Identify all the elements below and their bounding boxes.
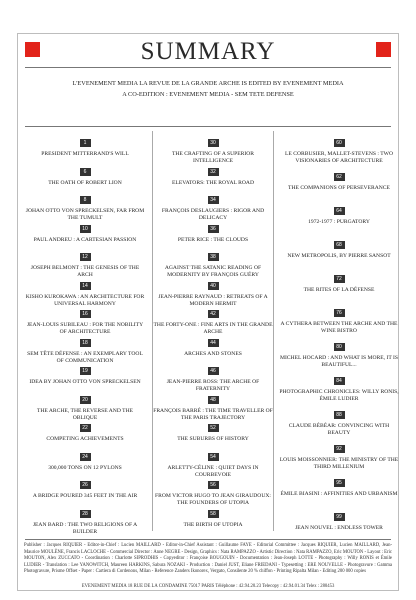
article-title: FRANÇOIS BARRÉ : THE TIME TRAVELLER OF THE PARIS TRAJECTORY [153, 407, 273, 421]
article-title: JOHAN OTTO VON SPRECKELSEN, FAR FROM THE TUMULT [25, 208, 145, 221]
page-number-badge: 12 [80, 253, 91, 261]
page-number-badge: 99 [334, 513, 345, 521]
page-number-badge: 22 [80, 424, 91, 432]
article-title: THE COMPANIONS OF PERSEVERANCE [288, 185, 390, 191]
article-title: SEM TÊTE DÉFENSE : AN EXEMPLARY TOOL OF COMMUNICATION [27, 350, 143, 364]
colophon-text: Publisher : Jacques RIQUIER - Editor-in-Chief : Lucien MAILLARD - Editor-in-Chief Assistant : Guillaume FAYE - Editorial Committee : Jacques RIQUIER, Lucien MAILLARD, Jean-Maurice MOULÈNE, Francis LACLOCHE - Commercial Director : Anne NEGRE - Design, Graphics : Nata RAMPAZZO - Artistic Direction : Nata RAMPAZZO, Eric MOUTON - Layout : Eric MOUTON, Alex ZUCCATO - Coordination : Charlotte SIPRODHIS - Copyeditor : Françoise BOUGOUIN - Documentation : Jean-Joseph LOTTE - Photography : Willy RONIS et Émile LUDIER - Translation : Lee YANOWITCH, Maureen HARKINS, Sabura NOZAKI - Production : Daniel JUST, Eliane FRIEDANI - Typesetting : ERE NOUVELLE - Photogravure : Gamma Photogravure, Prisme Offset - Paper : Cartiera di Cordenons, Milan - Reference Zanders Ikonorex, Vergato, Consilente 20 % chiffon - Printing Ripalta Milan - Editing 200 000 copies [24, 543, 392, 575]
article-title: IDEA BY JOHAN OTTO VON SPRECKELSEN [29, 379, 141, 385]
article-title: 1972-1977 : PURGATORY [308, 219, 370, 225]
contents-entry [279, 199, 399, 226]
summary-page [17, 33, 399, 591]
article-title: PHOTOGRAPHIC CHRONICLES: WILLY RONIS, ÉMILE LUDIER [279, 389, 399, 402]
article-title: ARCHES AND STONES [184, 350, 242, 357]
article-title: AGAINST THE SATANIC READING OF MODERNITY BY FRANÇOIS GUÉRY [164, 265, 262, 278]
article-title: THE CRAFTING OF A SUPERIOR INTELLIGENCE [171, 151, 255, 164]
article-title: KISHO KUROKAWA : AN ARCHITECTURE FOR UNIVERSAL HARMONY [25, 293, 145, 307]
contents-entry [25, 131, 145, 158]
contents-entry [25, 502, 145, 536]
page-number-badge: 62 [334, 173, 345, 181]
contents-entry [279, 233, 399, 260]
contents-entry [279, 131, 399, 165]
publisher-address: EVENEMENT MEDIA 18 RUE DE LA CONDAMINE 75017 PARIS Téléphone : 42.94.20.23 Telecopy : 42.94.01.34 Telex : 280453 [81, 584, 335, 589]
credits-line-2: A CO-EDITION : EVENEMENT MEDIA - SEM TETE DEFENSE [122, 91, 294, 98]
page-number-badge: 38 [208, 253, 219, 261]
contents-entry [25, 445, 145, 472]
article-title: ARLETTY-CÉLINE : QUIET DAYS IN COURBEVOIE [167, 464, 259, 478]
page-number-badge: 76 [334, 309, 345, 317]
footer-divider [25, 539, 391, 540]
page-number-badge: 8 [80, 196, 91, 204]
contents-entry [279, 165, 399, 192]
page-number-badge: 1 [80, 139, 91, 147]
contents-entry [279, 505, 399, 532]
page-number-badge: 68 [334, 241, 345, 249]
page-number-badge: 92 [334, 445, 345, 453]
page-number-badge: 48 [208, 396, 219, 404]
credits-divider [25, 126, 391, 127]
page-number-badge: 26 [80, 481, 91, 489]
page-number-badge: 95 [334, 479, 345, 487]
contents-columns [25, 131, 399, 536]
page-number-badge: 30 [208, 139, 219, 147]
article-title: THE FORTY-ONE : FINE ARTS IN THE GRANDE ARCHE [153, 322, 273, 335]
article-title: THE SUBURBS OF HISTORY [177, 436, 249, 442]
article-title: THE BIRTH OF UTOPIA [183, 521, 243, 528]
contents-entry [279, 267, 399, 294]
page-number-badge: 80 [334, 343, 345, 351]
contents-entry [153, 217, 273, 244]
contents-column-1 [25, 131, 145, 535]
page-number-badge: 54 [208, 453, 219, 461]
contents-entry [279, 369, 399, 403]
article-title: JEAN BARD : THE TWO RELIGIONS OF A BUILDER [32, 521, 138, 535]
article-title: A BRIDGE POURED 345 FEET IN THE AIR [32, 493, 138, 499]
article-title: JOSEPH BELMONT : THE GENESIS OF THE ARCH [30, 265, 140, 278]
page-number-badge: 42 [208, 310, 219, 318]
contents-entry [279, 335, 399, 369]
page-number-badge: 40 [208, 282, 219, 290]
article-title: 300,000 TONS ON 12 PYLONS [48, 464, 122, 471]
article-title: JEAN NOUVEL : ENDLESS TOWER [295, 525, 383, 531]
page-title: SUMMARY [140, 38, 276, 65]
article-title: PAUL ANDREU : A CARTESIAN PASSION [33, 236, 137, 243]
article-title: ELEVATORS: THE ROYAL ROAD [172, 179, 254, 186]
page-number-badge: 32 [208, 168, 219, 176]
contents-entry [153, 331, 273, 358]
article-title: NEW METROPOLIS, BY PIERRE SANSOT [287, 253, 391, 259]
contents-entry [279, 437, 399, 471]
page-number-badge: 24 [80, 453, 91, 461]
contents-entry [279, 471, 399, 498]
page-number-badge: 46 [208, 367, 219, 375]
article-title: FROM VICTOR HUGO TO JEAN GIRAUDOUX: THE FOUNDERS OF UTOPIA [155, 493, 271, 506]
article-title: A CYTHERA BETWEEN THE ARCHE AND THE WINE BISTRO [280, 321, 398, 334]
credits-line-1: L'EVENEMENT MEDIA LA REVUE DE LA GRANDE ARCHE IS EDITED BY EVENEMENT MEDIA [72, 80, 344, 87]
page-number-badge: 58 [208, 510, 219, 518]
page-number-badge: 72 [334, 275, 345, 283]
page-number-badge: 60 [334, 139, 345, 147]
page-number-badge: 20 [80, 396, 91, 404]
contents-column-2 [152, 131, 274, 531]
article-title: COMPETING ACHIEVEMENTS [46, 436, 124, 442]
article-title: CLAUDE BÉBÉAR: CONVINCING WITH BEAUTY [288, 423, 390, 436]
article-title: ÉMILE BIASINI : AFFINITIES AND URBANISM [280, 491, 398, 497]
page-number-badge: 52 [208, 424, 219, 432]
page-number-badge: 28 [80, 510, 91, 518]
page-number-badge: 64 [334, 207, 345, 215]
article-title: PETER RICE : THE CLOUDS [177, 236, 249, 243]
contents-entry [279, 403, 399, 437]
article-title: LE CORBUSIER, MALLET-STEVENS : TWO VISIONARIES OF ARCHITECTURE [285, 151, 393, 164]
page-number-badge: 56 [208, 481, 219, 489]
contents-entry [25, 160, 145, 187]
page-number-badge: 34 [208, 196, 219, 204]
article-title: JEAN-PIERRE RAYNAUD : RETREATS OF A MODERN HERMIT [158, 293, 268, 307]
page-number-badge: 44 [208, 339, 219, 347]
article-title: JEAN-LOUIS SUBILEAU : FOR THE NOBILITY OF ARCHITECTURE [26, 322, 144, 335]
page-number-badge: 19 [80, 367, 91, 375]
article-title: THE OATH OF ROBERT LION [48, 179, 122, 186]
page-number-badge: 18 [80, 339, 91, 347]
article-title: FRANÇOIS DESLAUGIERS : RIGOR AND DELICACY [161, 208, 265, 221]
contents-entry [25, 416, 145, 443]
contents-entry [153, 502, 273, 529]
article-title: THE RITES OF LA DÉFENSE [303, 287, 375, 293]
contents-entry [25, 473, 145, 500]
contents-entry [279, 301, 399, 335]
article-title: MICHEL HOCARD : AND WHAT IS MORE, IT IS BEAUTIFUL... [279, 355, 399, 368]
article-title: LOUIS MOISSONNIER: THE MINISTRY OF THE THIRD MILLENIUM [279, 457, 399, 470]
article-title: THE ARCHE, THE REVERSE AND THE OBLIQUE [36, 407, 134, 421]
contents-entry [153, 416, 273, 443]
contents-entry [25, 359, 145, 386]
article-title: JEAN-PIERRE ROSS: THE ARCHE OF FRATERNITY [166, 379, 260, 392]
page-number-badge: 6 [80, 168, 91, 176]
title-divider [25, 67, 391, 68]
contents-column-3 [279, 131, 399, 531]
page-number-badge: 10 [80, 225, 91, 233]
contents-entry [153, 160, 273, 187]
page-number-badge: 16 [80, 310, 91, 318]
page-number-badge: 84 [334, 377, 345, 385]
page-number-badge: 36 [208, 225, 219, 233]
page-number-badge: 14 [80, 282, 91, 290]
article-title: PRESIDENT MITTERRAND'S WILL [41, 151, 129, 157]
page-number-badge: 88 [334, 411, 345, 419]
contents-entry [25, 217, 145, 244]
